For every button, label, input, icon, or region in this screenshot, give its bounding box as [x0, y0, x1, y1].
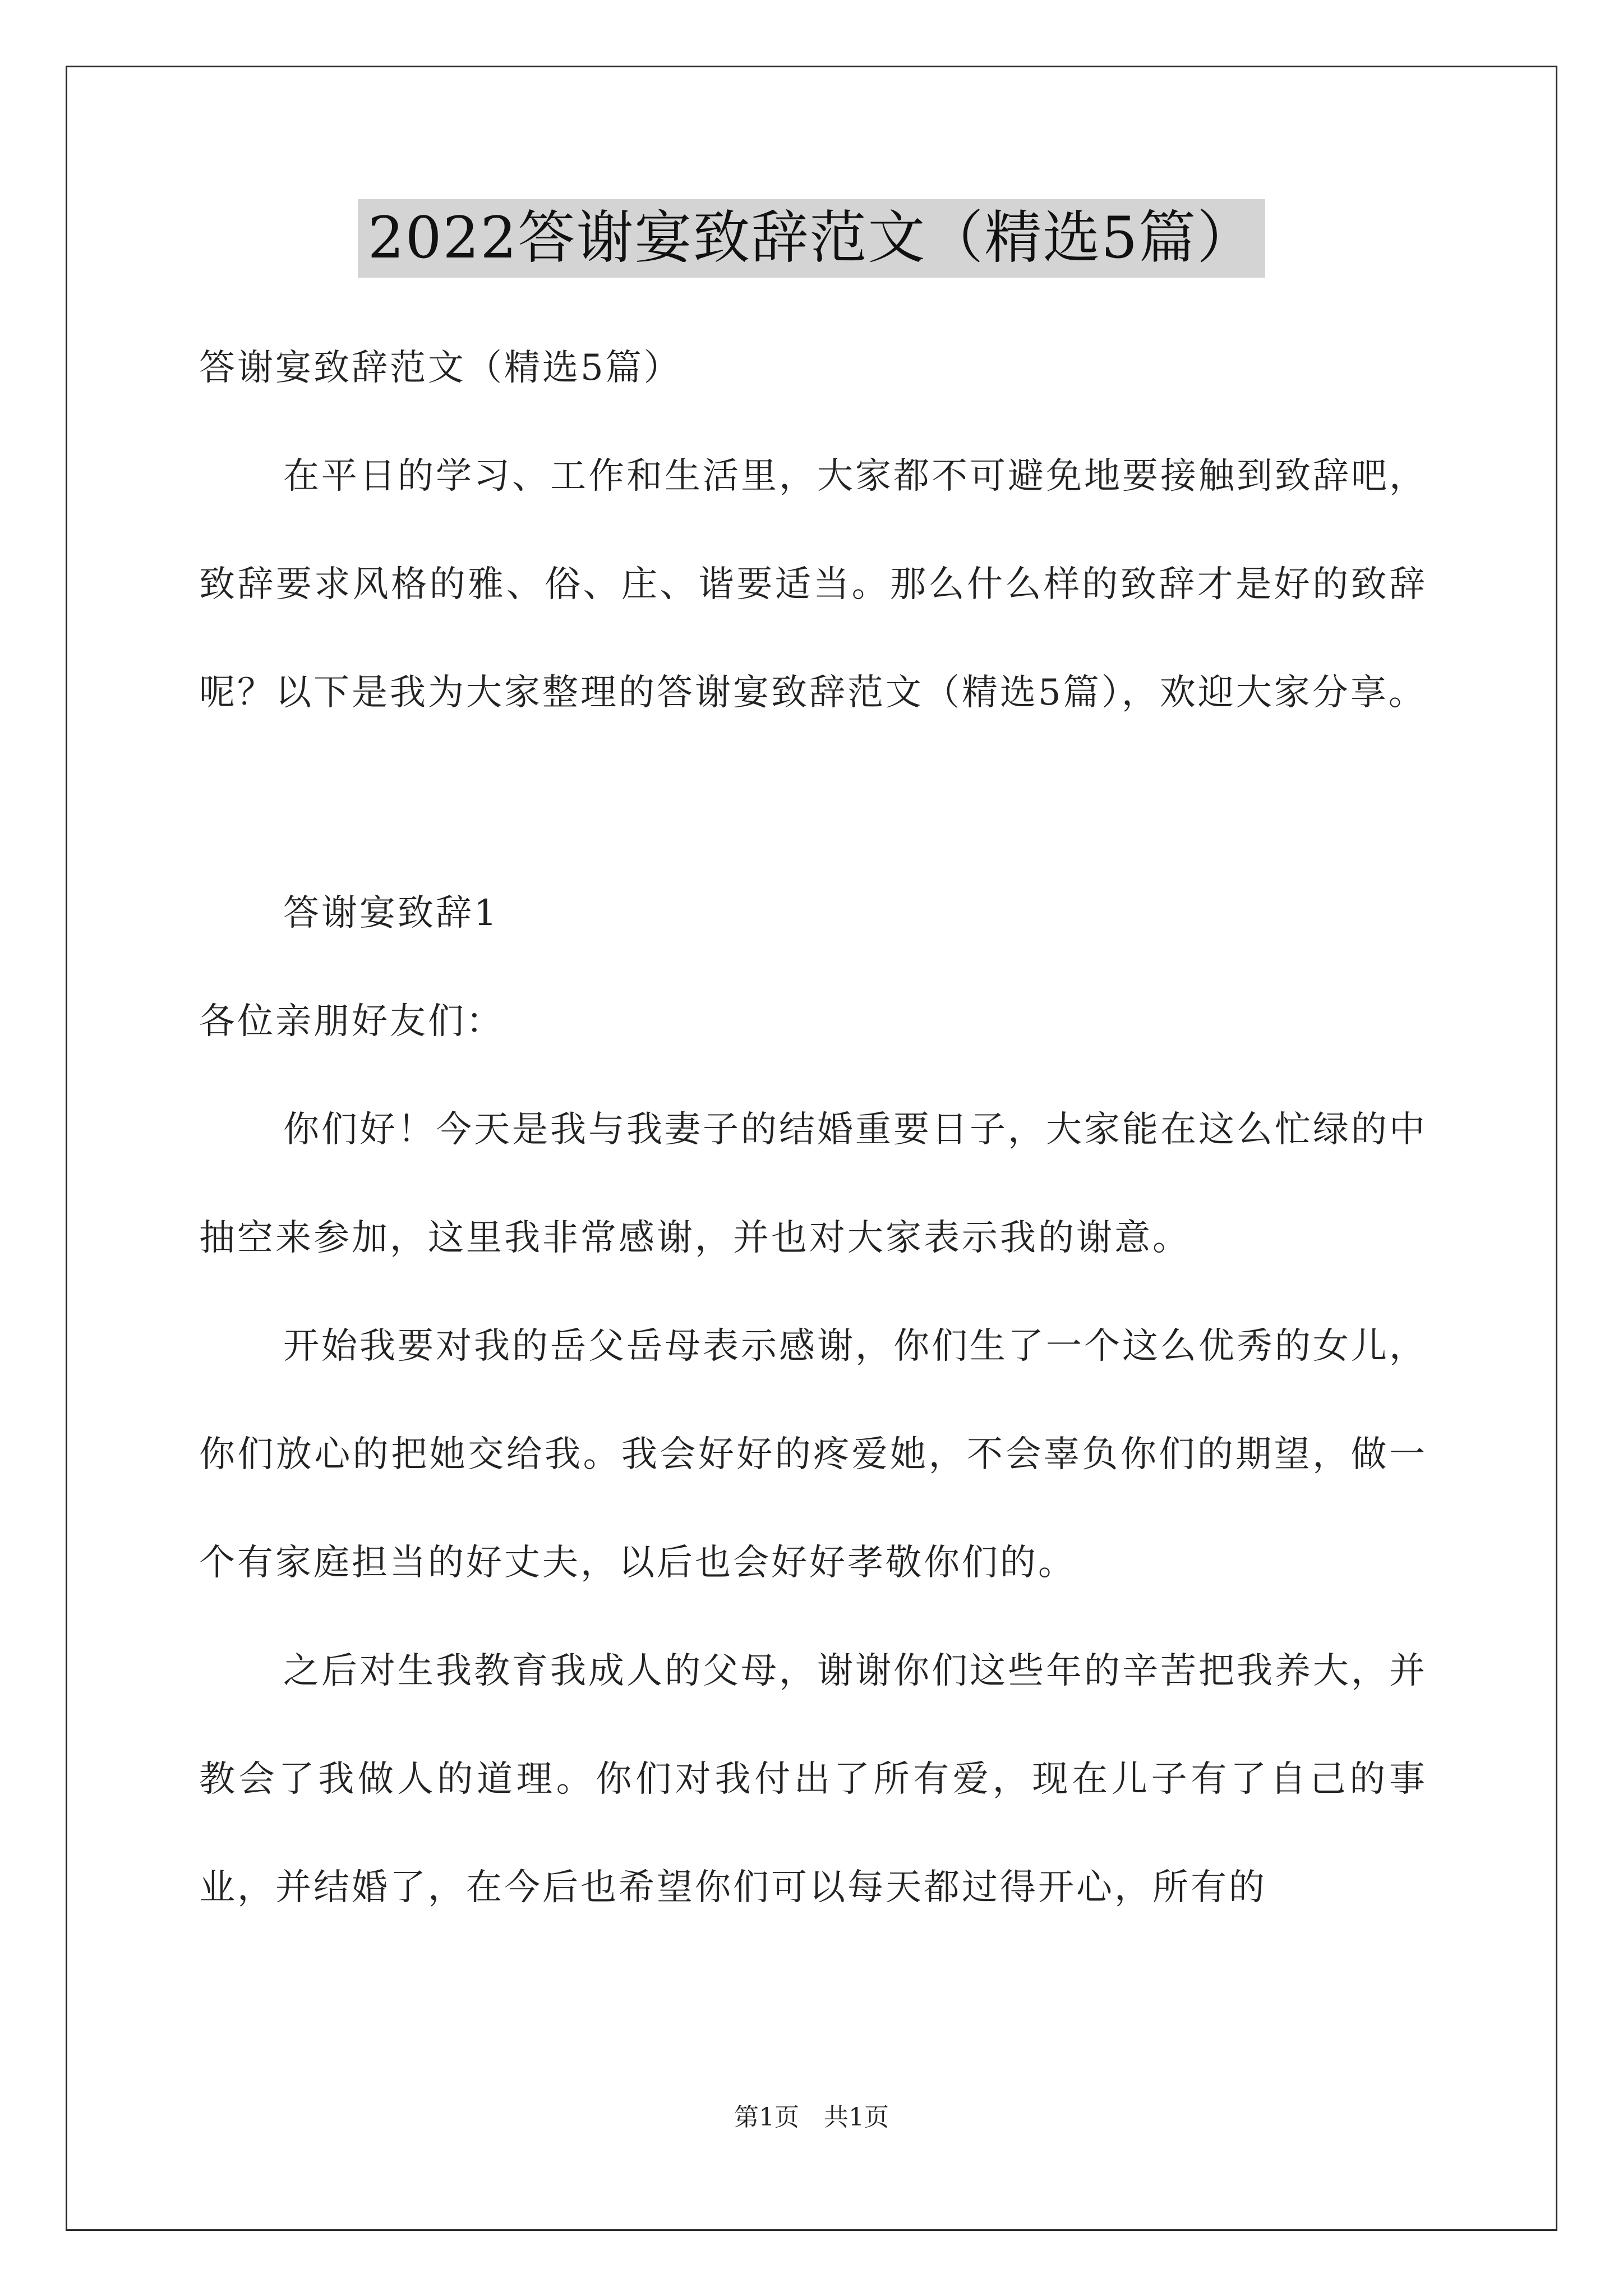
body-paragraph: 开始我要对我的岳父岳母表示感谢，你们生了一个这么优秀的女儿，你们放心的把她交给我。我会好好的疼爱她，不会辜负你们的期望，做一个有家庭担当的好丈夫，以后也会好好孝敬你们的。 — [199, 1326, 1427, 1584]
title-container — [0, 199, 1623, 278]
body-paragraph: 你们好！今天是我与我妻子的结婚重要日子，大家能在这么忙绿的中抽空来参加，这里我非常感谢，并也对大家表示我的谢意。 — [199, 1109, 1427, 1259]
salutation: 各位亲朋好友们： — [199, 1001, 504, 1042]
body-paragraph: 之后对生我教育我成人的父母，谢谢你们这些年的辛苦把我养大，并教会了我做人的道理。你们对我付出了所有爱，现在儿子有了自己的事业，并结婚了，在今后也希望你们可以每天都过得开心，所有的 — [199, 1650, 1427, 1908]
intro-paragraph: 在平日的学习、工作和生活里，大家都不可避免地要接触到致辞吧，致辞要求风格的雅、俗、庄、谐要适当。那么什么样的致辞才是好的致辞呢？以下是我为大家整理的答谢宴致辞范文（精选5篇），欢迎大家分享。 — [199, 455, 1427, 714]
section-heading: 答谢宴致辞1 — [283, 892, 499, 934]
document-subtitle: 答谢宴致辞范文（精选5篇） — [199, 347, 682, 389]
document-body — [199, 314, 1427, 1942]
section-spacer — [199, 747, 1427, 859]
document-title: 2022答谢宴致辞范文（精选5篇） — [358, 199, 1265, 278]
page-footer: 第1页 共1页 — [734, 2103, 889, 2132]
